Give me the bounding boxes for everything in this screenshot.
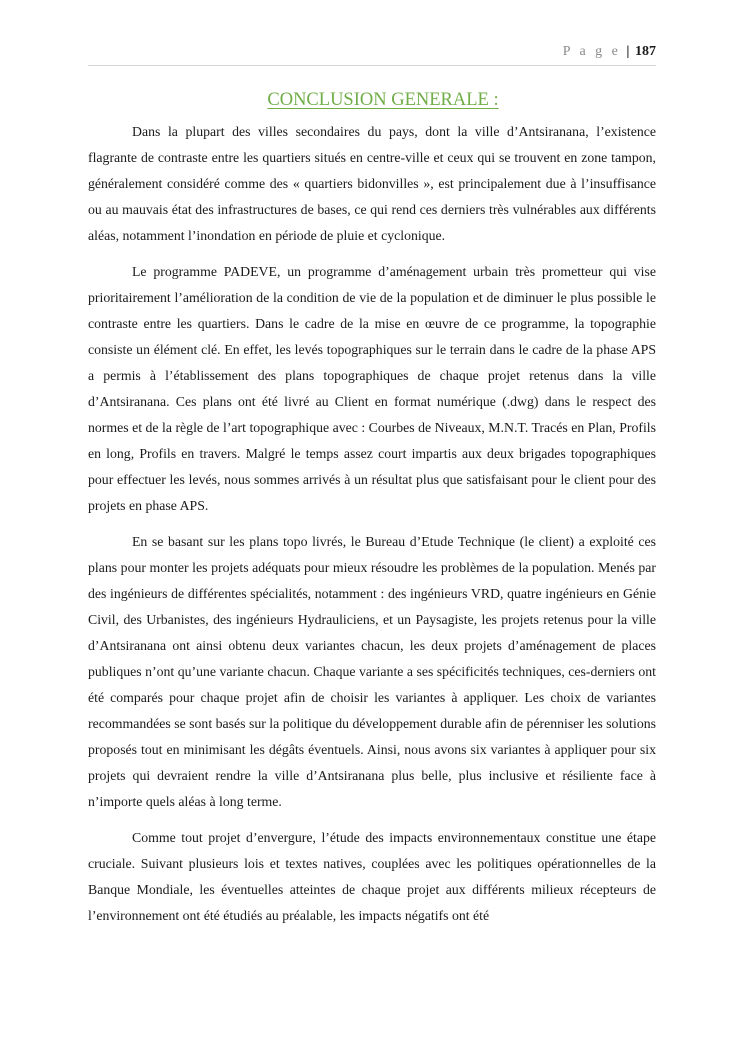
section-title: CONCLUSION GENERALE : xyxy=(267,90,499,110)
document-body xyxy=(88,119,656,939)
paragraph-3: En se basant sur les plans topo livrés, le Bureau d’Etude Technique (le client) a exploité ces plans pour monter les projets adéquats pour mieux résoudre les problèmes de la population. Menés par des ingénieurs de différentes spécialités, notamment : des ingénieurs VRD, quatre ingénieurs en Génie Civil, des Urbanistes, des ingénieurs Hydrauliciens, et un Paysagiste, les projets retenus pour la ville d’Antsiranana ont ainsi obtenu deux variantes chacun, les deux projets d’aménagement de places publiques n’ont qu’une variante chacun. Chaque variante a ses spécificités techniques, ces-derniers ont été comparés pour chaque projet afin de choisir les variantes à appliquer. Les choix de variantes recommandées se sont basés sur la politique du développement durable afin de pérenniser les solutions proposés tout en minimisant les dégâts éventuels. Ainsi, nous avons six variantes à appliquer pour six projets qui devraient rendre la ville d’Antsiranana plus belle, plus inclusive et résiliente face à n’importe quels aléas à long terme. xyxy=(88,534,656,809)
page-label: P a g e xyxy=(562,44,621,59)
paragraph-2: Le programme PADEVE, un programme d’aménagement urbain très prometteur qui vise prioritairement l’amélioration de la condition de vie de la population et de diminuer le plus possible le contraste entre les quartiers. Dans le cadre de la mise en œuvre de ce programme, la topographie consiste un élément clé. En effet, les levés topographiques sur le terrain dans le cadre de la phase APS a permis à l’établissement des plans topographiques de chaque projet retenus dans la ville d’Antsiranana. Ces plans ont été livré au Client en format numérique (.dwg) dans le respect des normes et de la règle de l’art topographique avec : Courbes de Niveaux, M.N.T. Tracés en Plan, Profils en long, Profils en travers. Malgré le temps assez court impartis aux deux brigades topographiques pour effectuer les levés, nous sommes arrivés à un résultat plus que satisfaisant pour le client pour des projets en phase APS. xyxy=(88,264,656,513)
paragraph-1: Dans la plupart des villes secondaires du pays, dont la ville d’Antsiranana, l’existence flagrante de contraste entre les quartiers situés en centre-ville et ceux qui se trouvent en zone tampon, généralement considéré comme des « quartiers bidonvilles », est principalement due à l’insuffisance ou au mauvais état des infrastructures de bases, ce qui rend ces derniers très vulnérables aux différents aléas, notamment l’inondation en période de pluie et cyclonique. xyxy=(88,124,656,243)
page-number: 187 xyxy=(635,44,656,59)
page-header xyxy=(88,43,656,66)
paragraph-4: Comme tout projet d’envergure, l’étude des impacts environnementaux constitue une étape cruciale. Suivant plusieurs lois et textes natives, couplées avec les politiques opérationnelles de la Banque Mondiale, les éventuelles atteintes de chaque projet aux différents milieux récepteurs de l’environnement ont été étudiés au préalable, les impacts négatifs ont été xyxy=(88,830,656,923)
page-separator: | xyxy=(626,44,630,59)
